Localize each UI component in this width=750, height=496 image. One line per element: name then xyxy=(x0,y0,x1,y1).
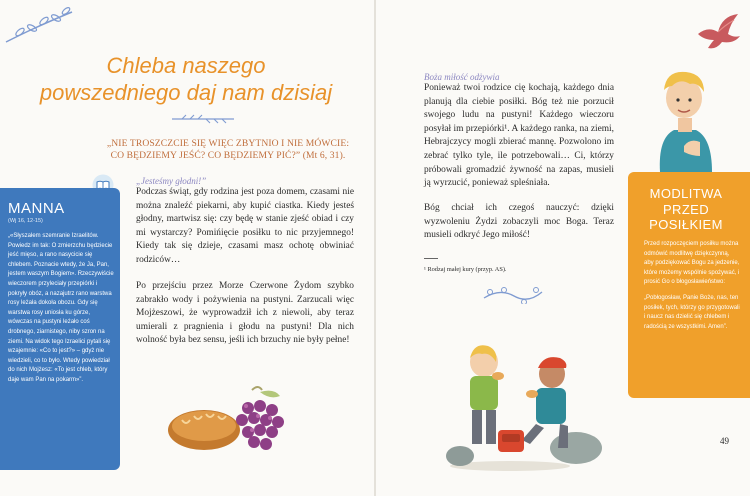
prayer-intro: Przed rozpoczęciem posiłku można odmówić modlitwę dziękczynną, aby podziękować Bogu za jedzenie, które możemy wspólnie spożywać, i prosić Go o błogosławieństwo: xyxy=(644,241,740,286)
title-line-2: powszedniego daj nam dzisiaj xyxy=(39,80,333,105)
page-number: 49 xyxy=(720,436,729,446)
manna-reference: (Wj 16, 12-15) xyxy=(8,218,43,224)
prayer-text: „Pobłogosław, Panie Boże, nas, ten posiłek, tych, którzy go przygotowali i naucz nas dzielić się chlebem i radością ze wszystkimi. Amen”. xyxy=(644,294,740,330)
body-paragraph-2: Po przejściu przez Morze Czerwone Żydom szybko zabrakło wody i pożywienia na pustyni. Zarzucali więc Mojżeszowi, że wyprowadził ich z niewoli, aby teraz umierali z pragnienia i głodu na pustyni! Dla nich wolność była bez sensu, jeśli ich brzuchy nie były pełne! xyxy=(136,281,354,346)
section-subhead: „Jesteśmy głodni!” xyxy=(136,176,207,186)
footnote-divider xyxy=(424,258,438,259)
bread-grapes-illustration xyxy=(164,382,304,458)
right-subhead: Boża miłość odżywia xyxy=(424,72,500,82)
title-line-1: Chleba naszego xyxy=(106,53,266,78)
prayer-sidebar xyxy=(628,172,750,398)
right-paragraph-1: Ponieważ twoi rodzice cię kochają, każdego dnia planują dla ciebie posiłki. Bóg też nie porzucił swojego ludu na pustyni! Każdego wieczoru posyłał im przepiórki¹. A każdego ranka, na ziemi, Hebrajczycy mogli zbierać mannę. Pozwolono im zebrać tylko tyle, ile potrzebowali… Ci, którzy próbowali gromadzić żywność na zapas, musieli ją wyrzucić, ponieważ spleśniała. xyxy=(424,83,614,189)
vine-ornament-icon xyxy=(480,284,546,304)
page-title xyxy=(36,52,336,106)
right-paragraph-2: Bóg chciał ich czegoś nauczyć: dzięki wyzwoleniu Żydzi zobaczyli moc Boga. Teraz musieli odkryć Jego miłość! xyxy=(424,203,614,241)
manna-sidebar xyxy=(0,188,120,470)
boy-praying-illustration xyxy=(650,60,720,172)
scripture-quote: „NIE TROSZCZCIE SIĘ WIĘC ZBYTNIO I NIE MÓWCIE: CO BĘDZIEMY JEŚĆ? CO BĘDZIEMY PIĆ?” (Mt 6, 31). xyxy=(106,138,350,161)
vine-ornament-icon xyxy=(170,112,236,126)
manna-text: „«Słyszałem szemranie Izraelitów. Powiedz im tak: O zmierzchu będziecie jeść mięso, a rano nasycicie się chlebem. Poznacie wtedy, że Ja, Pan, jestem waszym Bogiem». Rzeczywiście wieczorem przyleciały przepiórki i pokryły obóz, a nazajutrz rano warstwa rosy leżała dokoła obozu. Gdy się warstwa rosy uniosła ku górze, wówczas na pustyni leżało coś drobnego, ziarnistego, niby szron na ziemi. Na widok tego Izraelici pytali się wzajemnie: «Co to jest?» – gdyż nie wiedzieli, co to było. Wtedy powiedział do nich Mojżesz: «To jest chleb, który daje wam Pan na pokarm»”. xyxy=(8,233,114,383)
prayer-title: MODLITWA PRZED POSIŁKIEM xyxy=(649,186,723,232)
body-paragraph-1: Podczas świąt, gdy rodzina jest poza domem, czasami nie można znaleźć piekarni, aby kupić ciastka. Kiedy jesteś głodny, martwisz się: czy będę w stanie zjeść obiad i czy mi wystarczy? Pomińięcie posiłku to nic przyjemnego! Kiedy tak się dzieje, czasami masz ochotę obwiniać rodziców… xyxy=(136,187,354,265)
manna-title: MANNA xyxy=(8,200,65,217)
prayer-body xyxy=(644,240,740,338)
boys-eating-illustration xyxy=(440,336,610,472)
dove-icon xyxy=(694,12,744,52)
footnote: ¹ Rodzaj małej kury (przyp. AS). xyxy=(424,266,507,273)
branch-ornament-icon xyxy=(2,4,80,52)
